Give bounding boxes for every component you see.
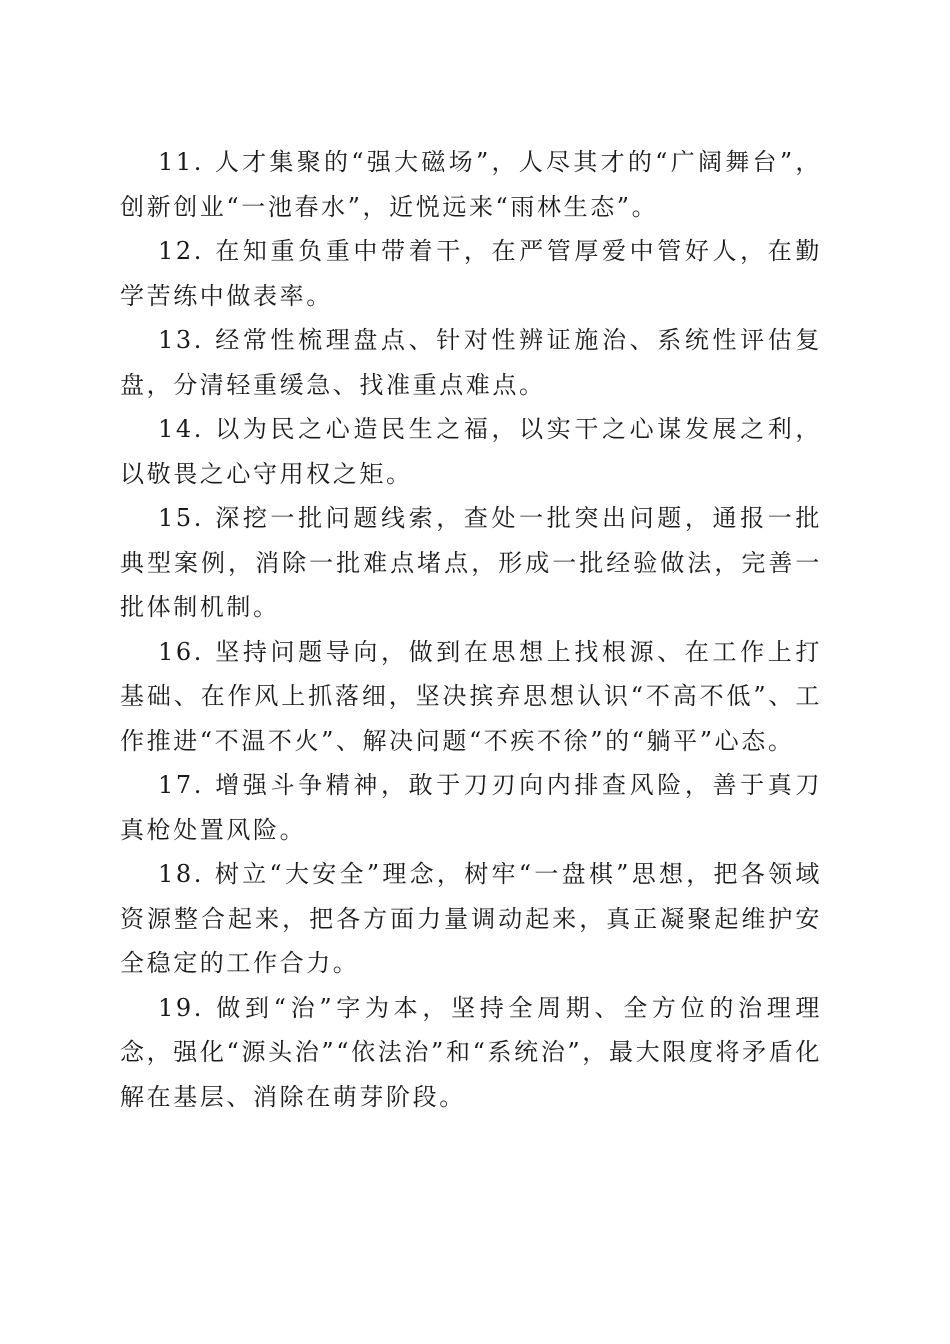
paragraph-11: 11. 人才集聚的“强大磁场”，人尽其才的“广阔舞台”，创新创业“一池春水”，近悦远来“雨林生态”。 (120, 148, 822, 221)
paragraph-17: 17. 增强斗争精神，敢于刀刃向内排查风险，善于真刀真枪处置风险。 (120, 771, 822, 844)
document-body (120, 140, 822, 1119)
paragraph-16: 16. 坚持问题导向，做到在思想上找根源、在工作上打基础、在作风上抓落细，坚决摈弃思想认识“不高不低”、工作推进“不温不火”、解决问题“不疾不徐”的“躺平”心态。 (120, 637, 822, 755)
paragraph-13: 13. 经常性梳理盘点、针对性辨证施治、系统性评估复盘，分清轻重缓急、找准重点难点。 (120, 326, 822, 399)
paragraph-15: 15. 深挖一批问题线索，查处一批突出问题，通报一批典型案例，消除一批难点堵点，形成一批经验做法，完善一批体制机制。 (120, 504, 822, 621)
paragraph-19: 19. 做到“治”字为本，坚持全周期、全方位的治理理念，强化“源头治”“依法治”和“系统治”，最大限度将矛盾化解在基层、消除在萌芽阶段。 (120, 993, 822, 1111)
paragraph-12: 12. 在知重负重中带着干，在严管厚爱中管好人，在勤学苦练中做表率。 (120, 237, 822, 310)
paragraph-18: 18. 树立“大安全”理念，树牢“一盘棋”思想，把各领域资源整合起来，把各方面力量调动起来，真正凝聚起维护安全稳定的工作合力。 (120, 860, 822, 977)
paragraph-14: 14. 以为民之心造民生之福，以实干之心谋发展之利，以敬畏之心守用权之矩。 (120, 415, 822, 488)
